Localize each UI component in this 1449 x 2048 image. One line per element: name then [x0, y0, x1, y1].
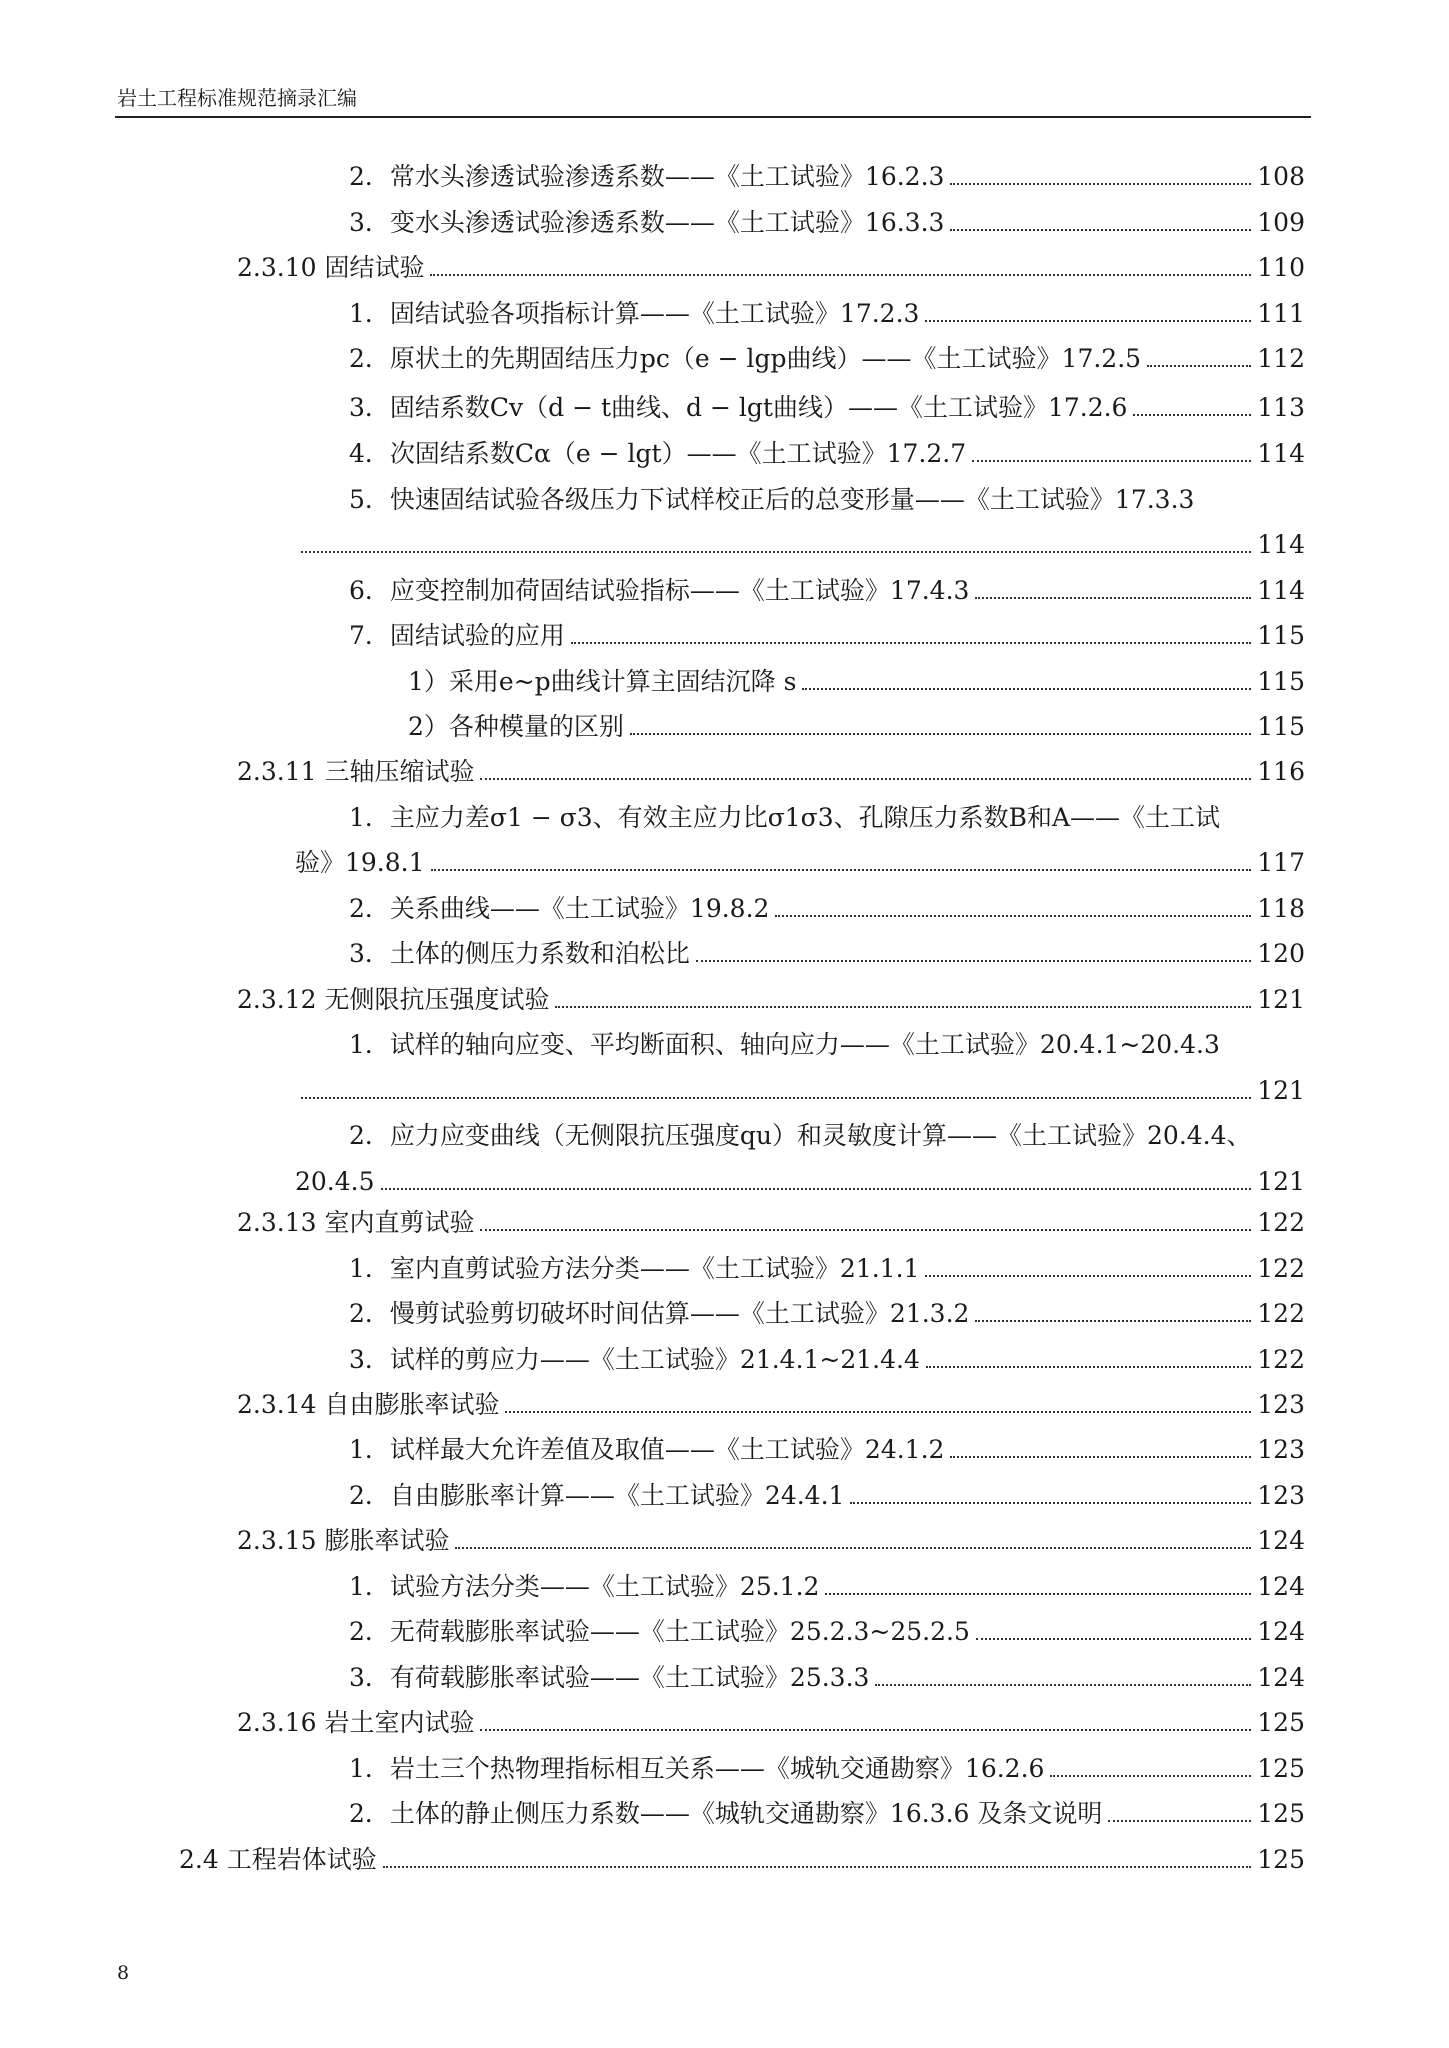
toc-page-number: 121 [1257, 1076, 1305, 1105]
toc-page-number: 122 [1257, 1345, 1305, 1374]
toc-entry-text: 1．固结试验各项指标计算——《土工试验》17.2.3 [349, 299, 920, 328]
toc-leader [925, 320, 1251, 322]
toc-entry[interactable] [349, 1661, 1305, 1695]
toc-page-number: 125 [1257, 1708, 1305, 1737]
toc-entry[interactable] [349, 1252, 1305, 1286]
toc-section[interactable] [237, 1206, 1305, 1240]
toc-leader [1108, 1820, 1251, 1822]
toc-entry-text: 7．固结试验的应用 [349, 621, 565, 650]
toc-entry[interactable] [349, 206, 1305, 240]
toc-page-number: 114 [1257, 576, 1305, 605]
toc-entry-text: 20.4.5 [295, 1167, 375, 1196]
toc-entry-text: 1．试验方法分类——《土工试验》25.1.2 [349, 1572, 820, 1601]
toc-page-number: 124 [1257, 1572, 1305, 1601]
toc-entry-text: 3．土体的侧压力系数和泊松比 [349, 939, 690, 968]
toc-entry-text: 2.3.11 三轴压缩试验 [237, 757, 475, 786]
toc-leader [926, 1366, 1251, 1368]
toc-leader [555, 1006, 1251, 1008]
toc-entry-text: 2.3.16 岩土室内试验 [237, 1708, 475, 1737]
toc-page-number: 123 [1257, 1435, 1305, 1464]
toc-leader [825, 1593, 1251, 1595]
toc-leader [1147, 365, 1251, 367]
toc-entry-text: 2．原状土的先期固结压力pc（e − lgp曲线）——《土工试验》17.2.5 [349, 344, 1142, 373]
toc-leader [480, 1229, 1251, 1231]
toc-leader [480, 778, 1251, 780]
toc-page-number: 120 [1257, 939, 1305, 968]
toc-page-number: 124 [1257, 1663, 1305, 1692]
toc-leader [850, 1502, 1251, 1504]
toc-entry-text: 3．试样的剪应力——《土工试验》21.4.1~21.4.4 [349, 1345, 920, 1374]
toc-page-number: 115 [1257, 667, 1305, 696]
toc-entry-text: 2．土体的静止侧压力系数——《城轨交通勘察》16.3.6 及条文说明 [349, 1799, 1103, 1828]
toc-leader [972, 460, 1251, 462]
toc-page-number: 124 [1257, 1526, 1305, 1555]
toc-leader [802, 688, 1251, 690]
toc-section[interactable] [237, 251, 1305, 285]
toc-leader [875, 1684, 1251, 1686]
toc-entry-text: 6．应变控制加荷固结试验指标——《土工试验》17.4.3 [349, 576, 970, 605]
toc-entry-text: 2．关系曲线——《土工试验》19.8.2 [349, 894, 770, 923]
toc-entry-text[interactable]: 1．试样的轴向应变、平均断面积、轴向应力——《土工试验》20.4.1~20.4.3 [349, 1030, 1220, 1059]
toc-entry-continuation[interactable] [295, 528, 1305, 562]
toc-leader [383, 1866, 1252, 1868]
toc-leader [430, 274, 1251, 276]
toc-page-number: 113 [1257, 393, 1305, 422]
toc-leader [571, 642, 1251, 644]
toc-entry-continuation[interactable] [295, 1074, 1305, 1108]
toc-page-number: 110 [1257, 253, 1305, 282]
toc-page-number: 118 [1257, 894, 1305, 923]
toc-leader [301, 1097, 1251, 1099]
toc-entry[interactable] [349, 1479, 1305, 1513]
toc-page-number: 125 [1257, 1845, 1305, 1874]
toc-entry-text: 2.3.10 固结试验 [237, 253, 425, 282]
toc-leader [696, 960, 1251, 962]
toc-leader [1050, 1775, 1251, 1777]
toc-page-number: 121 [1257, 985, 1305, 1014]
toc-entry[interactable] [349, 937, 1305, 971]
toc-leader [950, 1456, 1251, 1458]
toc-entry[interactable] [349, 342, 1305, 376]
toc-page-number: 115 [1257, 712, 1305, 741]
toc-page-number: 124 [1257, 1617, 1305, 1646]
toc-entry-text: 3．变水头渗透试验渗透系数——《土工试验》16.3.3 [349, 208, 945, 237]
toc-entry[interactable] [349, 1343, 1305, 1377]
toc-leader [455, 1547, 1251, 1549]
toc-section[interactable] [237, 1388, 1305, 1422]
toc-entry-text: 2．常水头渗透试验渗透系数——《土工试验》16.2.3 [349, 162, 945, 191]
toc-entry-text: 3．有荷载膨胀率试验——《土工试验》25.3.3 [349, 1663, 870, 1692]
toc-page-number: 122 [1257, 1208, 1305, 1237]
toc-entry-text: 1）采用e~p曲线计算主固结沉降 s [408, 667, 797, 696]
toc-entry[interactable] [349, 1570, 1305, 1604]
toc-entry[interactable] [349, 1297, 1305, 1331]
toc-section[interactable] [237, 1706, 1305, 1740]
toc-page-number: 111 [1257, 299, 1305, 328]
toc-entry-text: 1．室内直剪试验方法分类——《土工试验》21.1.1 [349, 1254, 920, 1283]
toc-entry[interactable] [349, 160, 1305, 194]
toc-page-number: 123 [1257, 1481, 1305, 1510]
toc-entry-continuation[interactable] [295, 1165, 1305, 1199]
toc-section[interactable] [237, 755, 1305, 789]
toc-entry[interactable] [349, 892, 1305, 926]
toc-entry-text: 2.3.13 室内直剪试验 [237, 1208, 475, 1237]
toc-page-number: 122 [1257, 1299, 1305, 1328]
toc-entry-text: 2．无荷载膨胀率试验——《土工试验》25.2.3~25.2.5 [349, 1617, 970, 1646]
toc-leader [975, 597, 1251, 599]
toc-page-number: 116 [1257, 757, 1305, 786]
toc-page-number: 123 [1257, 1390, 1305, 1419]
toc-entry-text: 2）各种模量的区别 [408, 712, 624, 741]
toc-entry-text: 验》19.8.1 [295, 848, 425, 877]
toc-leader [431, 869, 1252, 871]
running-header-title: 岩土工程标准规范摘录汇编 [117, 86, 357, 110]
toc-entry-text: 2.3.15 膨胀率试验 [237, 1526, 450, 1555]
toc-entry[interactable] [349, 1433, 1305, 1467]
toc-entry-text: 1．岩土三个热物理指标相互关系——《城轨交通勘察》16.2.6 [349, 1754, 1045, 1783]
toc-entry-text: 2.3.14 自由膨胀率试验 [237, 1390, 500, 1419]
toc-leader [950, 183, 1251, 185]
toc-entry-text: 2．慢剪试验剪切破坏时间估算——《土工试验》21.3.2 [349, 1299, 970, 1328]
toc-entry-text[interactable]: 2．应力应变曲线（无侧限抗压强度qu）和灵敏度计算——《土工试验》20.4.4、 [349, 1121, 1252, 1150]
toc-section[interactable] [237, 983, 1305, 1017]
toc-entry[interactable] [349, 391, 1305, 425]
toc-page-number: 112 [1257, 344, 1305, 373]
toc-page-number: 108 [1257, 162, 1305, 191]
toc-entry-continuation[interactable] [295, 846, 1305, 880]
toc-page-number: 117 [1257, 848, 1305, 877]
toc-leader [975, 1320, 1251, 1322]
toc-entry-text[interactable]: 1．主应力差σ1 − σ3、有效主应力比σ1σ3、孔隙压力系数B和A——《土工试 [349, 803, 1221, 832]
toc-leader [505, 1411, 1251, 1413]
toc-entry-text[interactable]: 5．快速固结试验各级压力下试样校正后的总变形量——《土工试验》17.3.3 [349, 485, 1195, 514]
toc-page-number: 121 [1257, 1167, 1305, 1196]
toc-entry[interactable] [349, 1615, 1305, 1649]
toc-entry[interactable] [349, 1752, 1305, 1786]
toc-page-number: 125 [1257, 1799, 1305, 1828]
toc-leader [480, 1729, 1251, 1731]
toc-leader [950, 229, 1251, 231]
toc-page-number: 125 [1257, 1754, 1305, 1783]
toc-section[interactable] [237, 1524, 1305, 1558]
toc-leader [976, 1638, 1251, 1640]
toc-page-number: 115 [1257, 621, 1305, 650]
toc-leader [925, 1275, 1251, 1277]
toc-page-number: 114 [1257, 530, 1305, 559]
toc-page-number: 114 [1257, 439, 1305, 468]
toc-chapter[interactable] [179, 1843, 1305, 1877]
toc-subentry[interactable] [408, 665, 1305, 699]
toc-entry[interactable] [349, 437, 1305, 471]
toc-leader [630, 733, 1251, 735]
toc-page-number: 109 [1257, 208, 1305, 237]
toc-entry[interactable] [349, 1797, 1305, 1831]
toc-leader [381, 1188, 1252, 1190]
toc-entry-text: 1．试样最大允许差值及取值——《土工试验》24.1.2 [349, 1435, 945, 1464]
toc-entry-text: 2.4 工程岩体试验 [179, 1845, 377, 1874]
toc-entry[interactable] [349, 297, 1305, 331]
toc-subentry[interactable] [408, 710, 1305, 744]
toc-leader [301, 551, 1251, 553]
toc-entry-text: 2．自由膨胀率计算——《土工试验》24.4.1 [349, 1481, 845, 1510]
toc-page-number: 122 [1257, 1254, 1305, 1283]
toc-leader [775, 915, 1251, 917]
page-number: 8 [117, 1962, 130, 1984]
toc-entry[interactable] [349, 574, 1305, 608]
toc-entry-text: 3．固结系数Cv（d − t曲线、d − lgt曲线）——《土工试验》17.2.6 [349, 393, 1128, 422]
toc-entry-text: 4．次固结系数Cα（e − lgt）——《土工试验》17.2.7 [349, 439, 967, 468]
toc-entry-text: 2.3.12 无侧限抗压强度试验 [237, 985, 550, 1014]
toc-entry[interactable] [349, 619, 1305, 653]
toc-leader [1133, 414, 1251, 416]
